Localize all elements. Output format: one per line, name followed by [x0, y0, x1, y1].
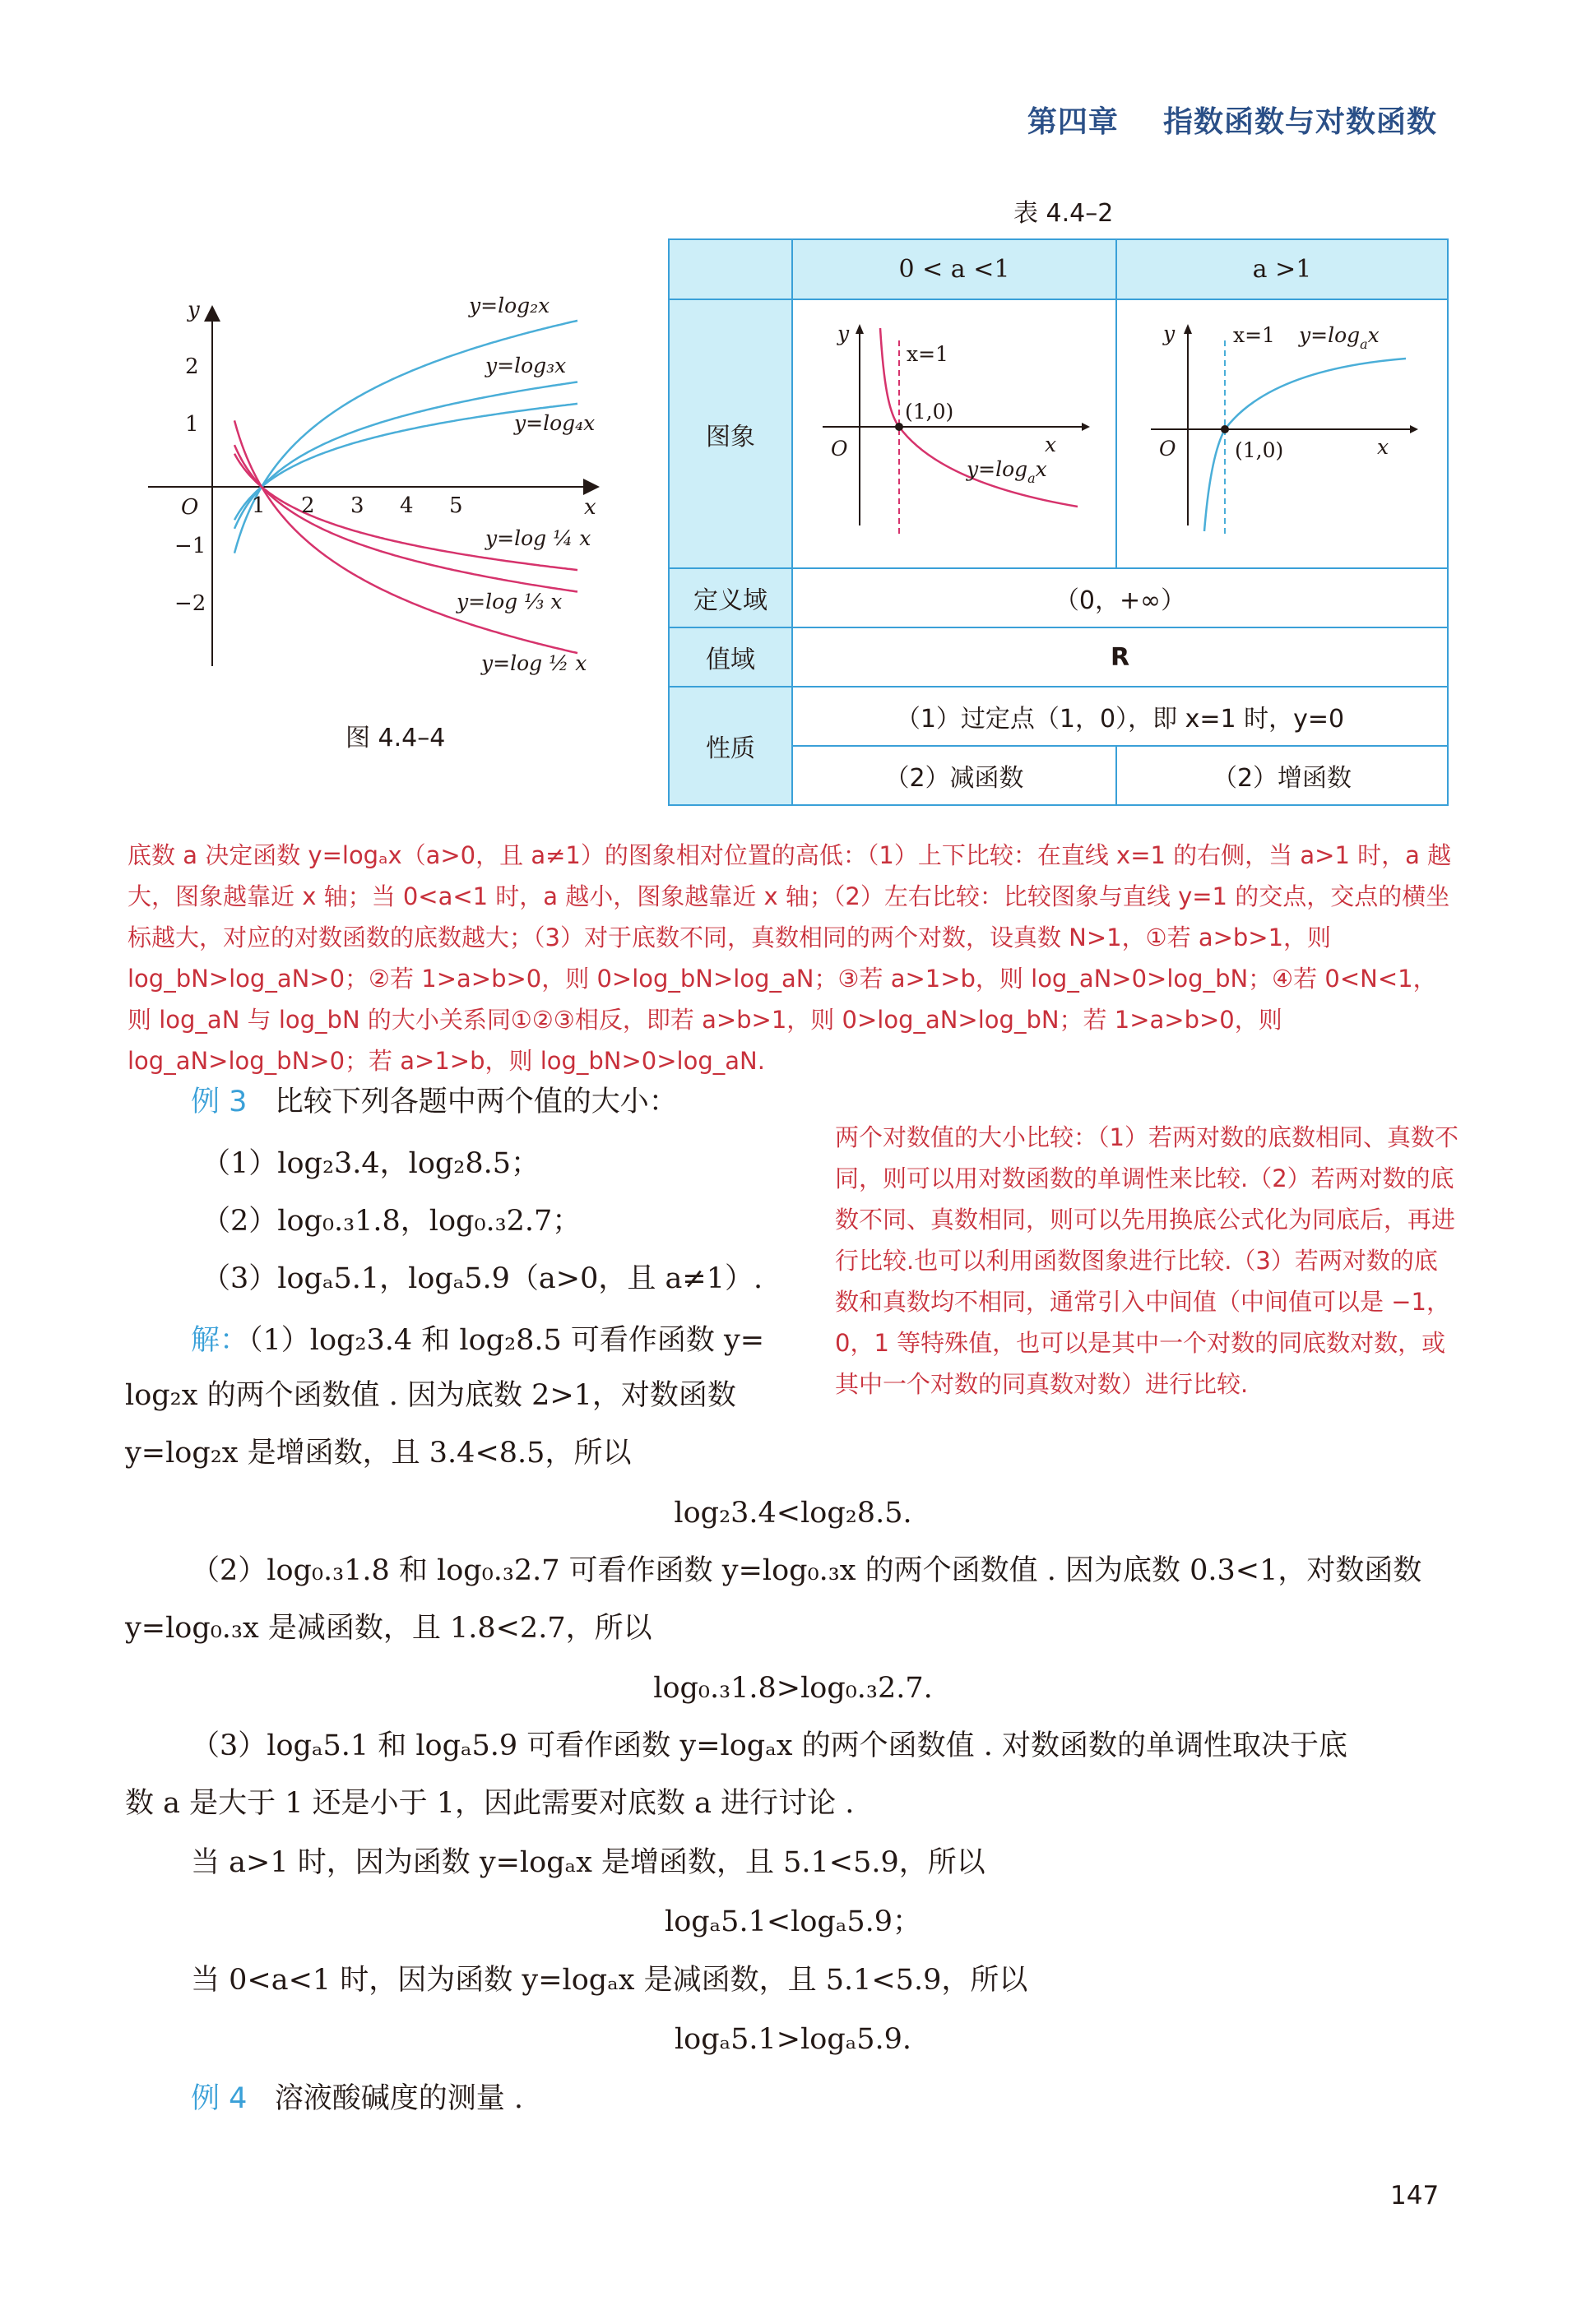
log-function-figure [148, 280, 609, 715]
table-caption: 表 4.4–2 [1013, 199, 1114, 228]
graph-a-origin: O [831, 436, 848, 461]
label-log4: y=log₄x [514, 411, 596, 435]
graph-b-y-arrow [1184, 324, 1192, 334]
example3-heading [191, 1081, 678, 1123]
graph-a-point-label: (1,0) [905, 399, 954, 424]
row-header-domain: 定义域 [669, 568, 792, 627]
graph-b-origin: O [1158, 436, 1176, 461]
y-tick-2: 2 [185, 354, 199, 379]
x-tick-5: 5 [449, 493, 463, 518]
example4-title: 溶液酸碱度的测量 . [274, 2082, 524, 2115]
example4-label: 例 4 [191, 2082, 248, 2115]
graph-a-x-label: x [1045, 432, 1057, 456]
properties-table [668, 238, 1449, 806]
result-3a: logₐ5.1<logₐ5.9； [665, 1905, 921, 1938]
result-2: log₀.₃1.8>log₀.₃2.7. [653, 1672, 933, 1705]
case-2: 当 0<a<1 时，因为函数 y=logₐx 是减函数，且 5.1<5.9，所以 [191, 1964, 1028, 1997]
solution-line-1 [191, 1320, 764, 1361]
example3-item-3: （3）logₐ5.1，logₐ5.9（a>0，且 a≠1）. [202, 1262, 763, 1295]
example3-item-1: （1）log₂3.4，log₂8.5； [202, 1147, 540, 1180]
domain-value: （0，+∞） [792, 568, 1448, 627]
label-log2: y=log₂x [469, 294, 550, 317]
case-1: 当 a>1 时，因为函数 y=logₐx 是增函数，且 5.1<5.9，所以 [191, 1846, 985, 1879]
y-tick-1: 1 [185, 412, 199, 437]
graph-b-asym-label: x=1 [1232, 322, 1275, 347]
x-tick-2: 2 [301, 493, 315, 518]
result-1: log₂3.4<log₂8.5. [674, 1497, 912, 1530]
col-header-a-lt-1: 0 < a <1 [792, 239, 1116, 299]
solution-2-line-1: （2）log₀.₃1.8 和 log₀.₃2.7 可看作函数 y=log₀.₃x 的两个函数值 . 因为底数 0.3<1，对数函数 [191, 1554, 1422, 1587]
graph-a-asym-label: x=1 [907, 341, 948, 366]
example3-label: 例 3 [191, 1086, 248, 1118]
x-tick-3: 3 [350, 493, 364, 518]
graph-b-x-arrow [1410, 425, 1418, 433]
chapter-number: 第四章 [1027, 105, 1119, 139]
solution-3-line-1: （3）logₐ5.1 和 logₐ5.9 可看作函数 y=logₐx 的两个函数值 . 对数函数的单调性取决于底 [191, 1729, 1347, 1762]
example3-item-2: （2）log₀.₃1.8，log₀.₃2.7； [202, 1205, 582, 1238]
solution-line-2: log₂x 的两个函数值 . 因为底数 2>1，对数函数 [125, 1379, 736, 1412]
comparison-side-note: 两个对数值的大小比较：（1）若两对数的底数相同、真数不同，则可以用对数函数的单调性来比较.（2）若两对数的底数不同、真数相同，则可以先用换底公式化为同底后，再进行比较.也可以利用函数图象进行比较.（3）若两对数的底数和真数均不相同，通常引入中间值（中间值可以是 −1，0，1 等特殊值，也可以是其中一个对数的同底数对数，或其中一个对数的同真数对数）进行比较. [835, 1123, 1458, 1398]
graph-decreasing [814, 316, 1094, 546]
solution-2-line-2: y=log₀.₃x 是减函数，且 1.8<2.7，所以 [125, 1612, 652, 1645]
graph-b-point [1221, 425, 1229, 433]
example4-heading [191, 2078, 523, 2119]
graph-b-x-label: x [1376, 434, 1389, 459]
graph-a-func-label: $y=\log_ax$ [967, 456, 1047, 486]
solution-line-3: y=log₂x 是增函数，且 3.4<8.5，所以 [125, 1437, 632, 1470]
graph-b-y-label: y [1162, 321, 1175, 345]
label-log-quarter: y=log ¼ x [485, 526, 591, 550]
x-tick-4: 4 [400, 493, 414, 518]
row-header-graph: 图象 [669, 299, 792, 568]
chapter-header [1027, 99, 1437, 141]
property-decreasing: （2）减函数 [792, 746, 1116, 805]
row-header-property: 性质 [669, 687, 792, 805]
graph-b-func-label: $y=\log_ax$ [1298, 322, 1380, 352]
y-tick-neg1: −1 [174, 534, 206, 558]
figure-caption: 图 4.4–4 [345, 724, 446, 752]
x-tick-1: 1 [252, 493, 266, 518]
graph-cell-increasing [1116, 299, 1448, 568]
property-common: （1）过定点（1，0），即 x=1 时，y=0 [792, 687, 1448, 746]
result-3b: logₐ5.1>logₐ5.9. [674, 2023, 912, 2056]
property-increasing: （2）增函数 [1116, 746, 1448, 805]
origin-label: O [181, 495, 199, 520]
graph-a-y-label: y [837, 321, 850, 345]
label-log3: y=log₃x [485, 354, 567, 377]
graph-a-point [895, 423, 903, 431]
graph-increasing [1143, 316, 1422, 546]
graph-b-point-label: (1,0) [1234, 437, 1283, 462]
chapter-title: 指数函数与对数函数 [1162, 105, 1437, 139]
col-header-a-gt-1: a >1 [1116, 239, 1448, 299]
page-number: 147 [1390, 2181, 1440, 2211]
example3-title: 比较下列各题中两个值的大小： [274, 1086, 678, 1118]
solution-3-line-2: 数 a 是大于 1 还是小于 1，因此需要对底数 a 进行讨论 . [125, 1787, 855, 1820]
base-comparison-note: 底数 a 决定函数 y=logₐx（a>0，且 a≠1）的图象相对位置的高低：（1）上下比较：在直线 x=1 的右侧，当 a>1 时，a 越大，图象越靠近 x 轴；当 0<a<1 时，a 越小，图象越靠近 x 轴；（2）左右比较：比较图象与直线 y=1 的交点，交点的横坐标越大，对应的对数函数的底数越大；（3）对于底数不同，真数相同的两个对数，设真数 N>1，①若 a>b>1，则 log_bN>log_aN>0；②若 1>a>b>0，则 0>log_bN>log_aN；③若 a>1>b，则 log_aN>0>log_bN；④若 0<N<1，则 log_aN 与 log_bN 的大小关系同①②③相反，即若 a>b>1，则 0>log_aN>log_bN；若 1>a>b>0，则 log_aN>log_bN>0；若 a>1>b，则 log_bN>0>log_aN. [128, 841, 1452, 1075]
label-log-third: y=log ⅓ x [457, 590, 563, 613]
table-corner [669, 239, 792, 299]
graph-cell-decreasing [792, 299, 1116, 568]
range-value: R [792, 627, 1448, 687]
graph-a-y-arrow [856, 324, 864, 334]
row-header-range: 值域 [669, 627, 792, 687]
sol1-text: （1）log₂3.4 和 log₂8.5 可看作函数 y= [248, 1324, 765, 1357]
y-axis-label: y [188, 298, 200, 322]
label-log-half: y=log ½ x [481, 651, 587, 675]
graph-a-x-arrow [1082, 423, 1090, 431]
x-axis-label: x [584, 495, 596, 520]
solution-label: 解： [191, 1324, 249, 1357]
y-tick-neg2: −2 [174, 591, 206, 616]
